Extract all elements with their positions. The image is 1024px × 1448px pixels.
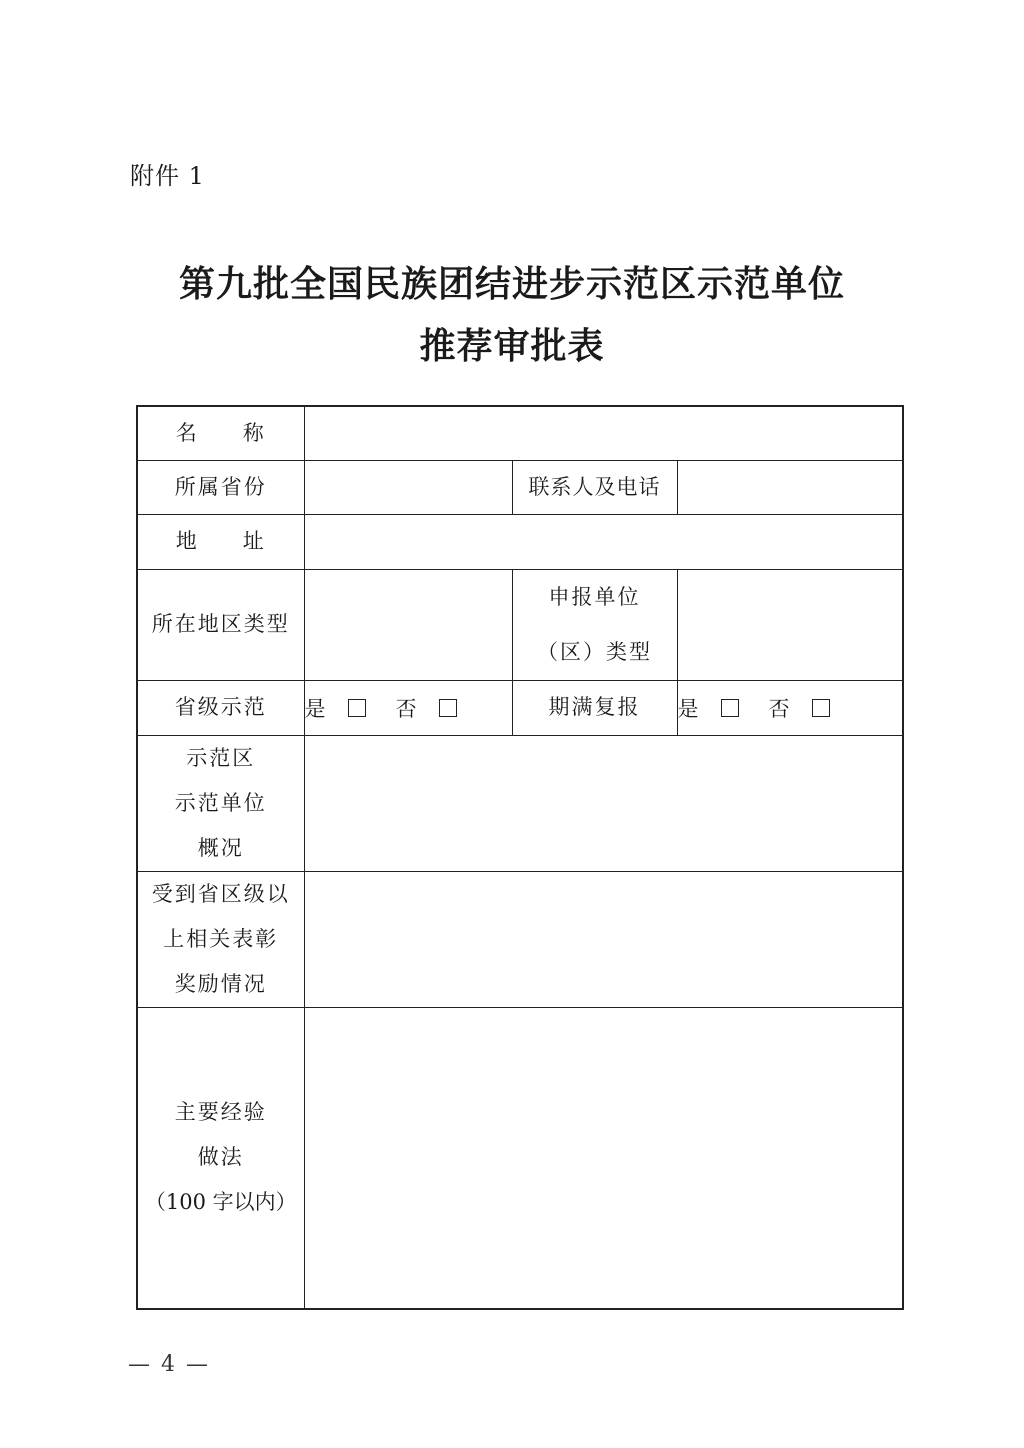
renewal-no-checkbox[interactable]: [812, 699, 830, 717]
name-label: [137, 406, 304, 460]
row-province-contact: [137, 460, 903, 514]
name-field[interactable]: [304, 406, 903, 460]
renewal-yes-checkbox[interactable]: [721, 699, 739, 717]
awards-label: [137, 871, 304, 1007]
address-label: [137, 514, 304, 569]
awards-label-line3: 奖励情况: [174, 971, 267, 996]
form-title-line1: 第九批全国民族团结进步示范区示范单位: [178, 264, 845, 305]
row-awards: [137, 871, 903, 1007]
unit-type-label: [512, 569, 677, 680]
region-type-label: 所在地区类型: [137, 569, 304, 680]
awards-label-line1: 受到省区级以: [151, 881, 290, 906]
region-type-field[interactable]: [304, 569, 512, 680]
renewal-label: 期满复报: [512, 680, 677, 735]
row-types: [137, 569, 903, 680]
overview-label-line3: 概况: [197, 835, 244, 860]
contact-field[interactable]: [677, 460, 903, 514]
address-field[interactable]: [304, 514, 903, 569]
provincial-demo-choice: [304, 680, 512, 735]
experience-label: [137, 1007, 304, 1309]
row-checkboxes: [137, 680, 903, 735]
unit-type-label-line1: 申报单位: [548, 584, 641, 609]
name-label-char2: 称: [242, 420, 266, 445]
renewal-no-label: 否: [768, 696, 790, 721]
experience-label-line1: 主要经验: [174, 1100, 267, 1125]
province-field[interactable]: [304, 460, 512, 514]
renewal-choice: [677, 680, 903, 735]
row-address: [137, 514, 903, 569]
name-label-char1: 名: [175, 420, 199, 445]
form-title-line2: 推荐审批表: [419, 326, 605, 367]
provincial-no-checkbox[interactable]: [439, 699, 457, 717]
address-label-char2: 址: [242, 529, 266, 553]
row-overview: [137, 735, 903, 871]
row-experience: [137, 1007, 903, 1309]
experience-field[interactable]: [304, 1007, 903, 1309]
provincial-no-label: 否: [395, 696, 417, 721]
experience-label-line2: 做法: [197, 1145, 244, 1170]
provincial-yes-label: 是: [304, 696, 326, 721]
experience-label-line3: （100 字以内）: [144, 1190, 297, 1215]
unit-type-field[interactable]: [677, 569, 903, 680]
row-name: [137, 406, 903, 460]
overview-label: [137, 735, 304, 871]
province-label: 所属省份: [137, 460, 304, 514]
provincial-demo-label: 省级示范: [137, 680, 304, 735]
overview-label-line1: 示范区: [186, 745, 256, 770]
contact-label: 联系人及电话: [512, 460, 677, 514]
attachment-label: 附件 1: [130, 162, 205, 190]
overview-label-line2: 示范单位: [174, 790, 267, 815]
renewal-yes-label: 是: [677, 696, 699, 721]
address-label-char1: 地: [175, 529, 199, 553]
approval-form-table: [136, 405, 904, 1310]
provincial-yes-checkbox[interactable]: [348, 699, 366, 717]
overview-field[interactable]: [304, 735, 903, 871]
unit-type-label-line2: （区）类型: [537, 639, 652, 664]
page-number: — 4 —: [128, 1352, 210, 1377]
awards-field[interactable]: [304, 871, 903, 1007]
awards-label-line2: 上相关表彰: [163, 926, 279, 951]
